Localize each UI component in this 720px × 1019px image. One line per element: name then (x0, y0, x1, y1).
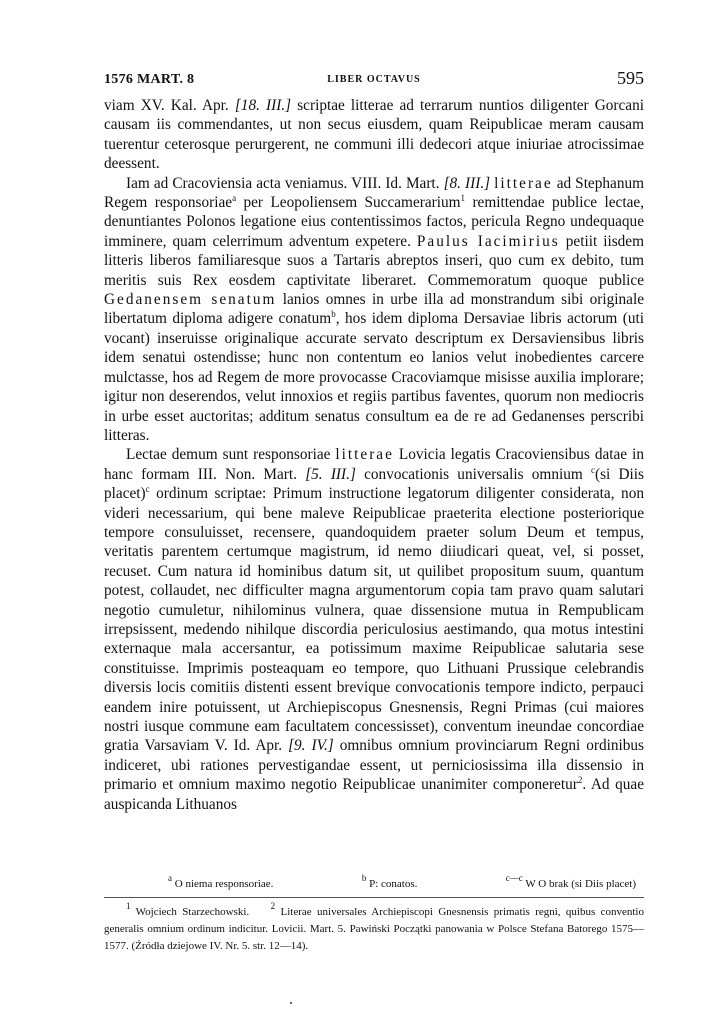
note-text: Wojciech Starzechowski. (130, 906, 250, 918)
footnotes (104, 873, 644, 955)
footnote-ref: a (232, 193, 237, 204)
text-run: per Leopoliensem Succamerarium (236, 194, 461, 212)
note-text: W O brak (si Diis placet) (522, 878, 636, 890)
paragraph-1 (104, 96, 644, 174)
footnote-ref: b (331, 309, 336, 320)
text-run: convocationis universalis omnium (355, 465, 591, 483)
paragraph-3 (104, 445, 644, 814)
date-bracket: [9. IV.] (288, 737, 334, 755)
paragraph-2 (104, 174, 644, 446)
date-bracket: [8. III.] (443, 174, 491, 192)
main-text (104, 96, 644, 814)
note-mark: a (168, 873, 172, 883)
spaced-term: litterae (335, 446, 394, 464)
footnote-c (505, 873, 636, 893)
text-run: petiit iisdem litteris liberos familiaresque suos a Tartaris abreptos inseri, quo cum ex debito, tum meritis suis Rex eosdem captivitate liberaret. Commemoratum quoque publice (104, 232, 644, 289)
spaced-term: Paulus Iacimirius (416, 232, 560, 250)
text-run: ad Stephanum Regem responsoriae (104, 174, 645, 212)
footnote-a (168, 873, 274, 893)
note-text: O niema responsoriae. (172, 878, 274, 890)
text-run: . Ad quae auspicanda Lithuanos (104, 776, 644, 813)
footnote-ref: c (145, 484, 150, 495)
text-run: viam XV. Kal. Apr. (104, 97, 235, 114)
text-run: (si Diis placet) (104, 465, 644, 503)
footnote-ref: 1 (460, 193, 466, 204)
text-run: , hos idem diploma Dersaviae libris actorum (uti vocant) inseruisse originalique accurate servato descriptum ex Dersaviensibus libris idem senatui ostendisse; hunc non contentum eo lanios velut inobedientes carcere mulctasse, hos ad Regem de more provocasse Cracoviamque misisse auxilia implorare; igitur non deserendos, velut innoxios et regiis partibus faventes, quorum non mediocris in urbe esset auctoritas; additum senatus consultum ea de re ad Gedanenses perscribi litteras. (104, 310, 644, 444)
footnote-b (361, 873, 418, 893)
scan-speck (290, 1002, 292, 1004)
date-bracket: [5. III.] (305, 465, 356, 483)
page-number: 595 (617, 68, 644, 88)
text-run: Lectae demum sunt responsoriae (126, 446, 336, 464)
date-bracket: [18. III.] (234, 97, 292, 114)
text-run: ordinum scriptae: Primum instructione legatorum diligenter considerata, non videri necessarium, qui bene maleve Reipublicae praeterita electione posteriorique tempore consuluisset, recensere, quandoquidem praeter solum Deum et tempus, veritatis parentem certumque magistrum, id nemo diiudicari queat, vel, si posset, recuset. Cum natura id hominibus datum sit, ut quilibet propositum suum, quantum potest, collaudet, nec difficulter magna argumentorum copia tam pravo quam salutari negotio cumuletur, nihilominus vulnera, quae dissensione mutua in Rempublicam irrepsissent, medendo nihilque discordia periculosius aestimando, qua motus intestini externaque mala accersantur, ea potissimum maxime Reipublicae salutaria sese constituisse. Imprimis posteaquam eo tempore, quo Lithuani Prussique celebrandis diversis locis comitiis distenti essent brevique convocationis tempore indicto, perpauci eandem inire potuissent, ut Archiepiscopus Gnesnensis, Regni Primas (cui maiores nostri iusque commune eam facultatem concessisset), conventum ineundae concordiae gratia Varsaviam V. Id. Apr. (104, 485, 644, 755)
spaced-term: litterae (494, 174, 553, 192)
text-run: remittendae publice lectae, denuntiantes Polonos legatione eius contentissimos factos, pericula Regno undequaque imminere, quam celerrimum adventum expetere. (104, 194, 644, 250)
text-run: Iam ad Cracoviensia acta veniamus. VIII. Id. Mart. (126, 174, 444, 192)
footnote-ref: c (590, 464, 595, 475)
note-mark: b (361, 873, 367, 883)
note-mark: c—c (505, 873, 523, 883)
spaced-term: Gedanensem senatum (104, 291, 277, 309)
textual-notes (104, 873, 644, 893)
text-run: scriptae litterae ad terrarum nuntios diligenter Gorcani causam iis commendantes, ut non secus eiusdem, quam Reipublicae meram causam tuerentur ceterosque perurgerent, ne communi illi dedecori atque iniuriae atrocissimae deessent. (104, 97, 644, 173)
note-mark: 2 (270, 901, 276, 911)
running-date: 1576 MART. 8 (104, 72, 195, 87)
footnote-ref: 2 (577, 775, 583, 786)
footnote-divider (104, 897, 644, 898)
text-run: Lovicia legatis Cracoviensibus datae in hanc formam III. Non. Mart. (104, 446, 644, 483)
note-text: Literae universales Archiepiscopi Gnesnensis primatis regni, quibus conventio generalis omnium ordinum indicitur. Lovicii. Mart. 5. Pawiński Początki panowania w Polsce Stefana Batorego 1575—1577. (Źródła dziejowe IV. Nr. 5. str. 12—14). (104, 906, 644, 952)
page-header (104, 62, 644, 96)
note-mark: 1 (126, 901, 131, 911)
text-run: omnibus omnium provinciarum Regni ordinibus indiceret, ubi rationes pervestigandae essent, ut perniciosissima illa dissensio in primario et omnium maximo negotio Reipublicae unanimiter componeretur (104, 737, 644, 794)
running-title: LIBER OCTAVUS (327, 74, 421, 85)
text-run: lanios omnes in urbe illa ad monstrandum sibi originale libertatum diploma adigere conatum (104, 291, 644, 328)
content-notes (104, 901, 644, 955)
note-text: P: conatos. (366, 878, 418, 890)
